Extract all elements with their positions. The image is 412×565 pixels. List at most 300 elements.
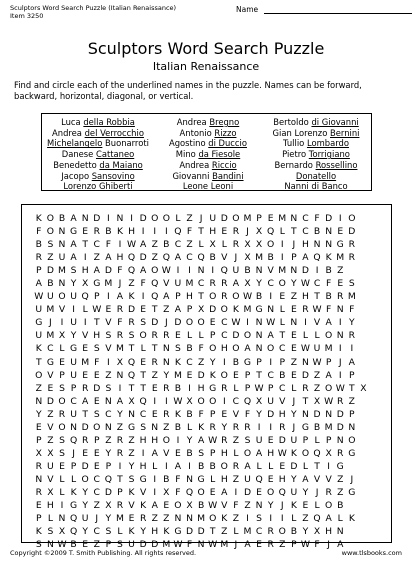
grid-letter[interactable]: O xyxy=(81,473,89,485)
grid-letter[interactable]: R xyxy=(232,239,240,251)
grid-letter[interactable]: A xyxy=(244,539,251,551)
grid-letter[interactable]: O xyxy=(325,500,333,512)
grid-letter[interactable]: D xyxy=(278,434,286,446)
grid-letter[interactable]: Y xyxy=(186,434,193,446)
grid-letter[interactable]: K xyxy=(35,213,42,224)
grid-letter[interactable]: F xyxy=(198,408,204,420)
grid-letter[interactable]: Z xyxy=(186,239,193,251)
grid-letter[interactable]: E xyxy=(93,369,100,381)
grid-letter[interactable]: O xyxy=(243,447,252,459)
grid-letter[interactable]: P xyxy=(36,265,42,277)
grid-letter[interactable]: K xyxy=(116,226,123,238)
grid-letter[interactable]: A xyxy=(163,291,170,303)
grid-letter[interactable]: E xyxy=(140,304,147,316)
grid-letter[interactable]: D xyxy=(104,265,112,277)
grid-letter[interactable]: L xyxy=(71,473,77,485)
grid-letter[interactable]: R xyxy=(151,330,158,342)
grid-letter[interactable]: Z xyxy=(105,434,112,446)
grid-letter[interactable]: D xyxy=(174,317,182,329)
grid-letter[interactable]: K xyxy=(70,486,77,498)
grid-letter[interactable]: D xyxy=(139,213,147,224)
grid-letter[interactable]: O xyxy=(232,343,240,355)
grid-letter[interactable]: G xyxy=(70,500,78,512)
grid-letter[interactable]: Y xyxy=(302,526,309,538)
grid-letter[interactable]: I xyxy=(130,213,133,224)
grid-letter[interactable]: R xyxy=(325,486,332,498)
grid-letter[interactable]: L xyxy=(302,460,309,472)
grid-letter[interactable]: T xyxy=(151,343,158,355)
grid-letter[interactable]: H xyxy=(46,500,54,512)
grid-letter[interactable]: J xyxy=(350,473,354,485)
grid-letter[interactable]: Q xyxy=(104,473,112,485)
grid-letter[interactable]: N xyxy=(336,526,344,538)
grid-letter[interactable]: E xyxy=(256,539,262,551)
grid-letter[interactable]: U xyxy=(35,304,43,316)
grid-letter[interactable]: N xyxy=(325,226,333,238)
grid-letter[interactable]: H xyxy=(325,526,333,538)
grid-letter[interactable]: F xyxy=(314,213,320,224)
grid-letter[interactable]: L xyxy=(279,226,285,238)
grid-letter[interactable]: O xyxy=(348,434,356,446)
grid-letter[interactable]: R xyxy=(244,421,251,433)
grid-letter[interactable]: I xyxy=(338,213,342,224)
grid-letter[interactable]: K xyxy=(290,447,297,459)
grid-letter[interactable]: U xyxy=(174,278,182,290)
grid-letter[interactable]: T xyxy=(302,395,309,407)
grid-letter[interactable]: Q xyxy=(313,447,321,459)
grid-letter[interactable]: Z xyxy=(47,252,54,264)
grid-letter[interactable]: D xyxy=(267,408,275,420)
grid-letter[interactable]: Y xyxy=(70,278,77,290)
grid-letter[interactable]: J xyxy=(72,447,75,459)
grid-letter[interactable]: Y xyxy=(291,473,297,485)
grid-letter[interactable]: P xyxy=(209,447,216,459)
grid-letter[interactable]: A xyxy=(302,473,309,485)
grid-letter[interactable]: F xyxy=(314,539,320,551)
grid-letter[interactable]: R xyxy=(35,460,42,472)
grid-letter[interactable]: F xyxy=(244,408,251,420)
grid-letter[interactable]: B xyxy=(197,500,205,512)
grid-letter[interactable]: Z xyxy=(232,473,240,485)
grid-letter[interactable]: O xyxy=(93,421,101,433)
grid-letter[interactable]: Z xyxy=(163,513,170,525)
grid-letter[interactable]: P xyxy=(256,213,262,224)
grid-letter[interactable]: Y xyxy=(128,460,135,472)
grid-letter[interactable]: K xyxy=(174,356,181,368)
grid-letter[interactable]: F xyxy=(175,473,181,485)
grid-letter[interactable]: H xyxy=(209,226,217,238)
grid-letter[interactable]: O xyxy=(220,460,228,472)
grid-letter[interactable]: E xyxy=(279,291,286,303)
grid-letter[interactable]: A xyxy=(267,330,274,342)
grid-letter[interactable]: P xyxy=(325,434,332,446)
grid-letter[interactable]: M xyxy=(243,526,252,538)
grid-letter[interactable]: R xyxy=(232,226,240,238)
grid-letter[interactable]: O xyxy=(162,434,170,446)
grid-letter[interactable]: Y xyxy=(256,278,262,290)
grid-letter[interactable]: N xyxy=(162,356,170,368)
grid-letter[interactable]: B xyxy=(325,291,332,303)
grid-letter[interactable]: W xyxy=(208,539,218,551)
grid-letter[interactable]: V xyxy=(105,317,112,329)
grid-letter[interactable]: E xyxy=(82,447,89,459)
grid-letter[interactable]: R xyxy=(116,500,124,512)
grid-letter[interactable]: P xyxy=(105,539,112,551)
grid-letter[interactable]: X xyxy=(209,239,216,251)
grid-letter[interactable]: C xyxy=(93,486,100,498)
grid-letter[interactable]: J xyxy=(292,239,296,251)
grid-letter[interactable]: S xyxy=(198,447,205,459)
grid-letter[interactable]: M xyxy=(115,513,124,525)
grid-letter[interactable]: T xyxy=(279,330,286,342)
grid-letter[interactable]: P xyxy=(302,434,309,446)
grid-letter[interactable]: C xyxy=(70,395,77,407)
grid-letter[interactable]: G xyxy=(70,226,78,238)
grid-letter[interactable]: C xyxy=(47,343,54,355)
grid-letter[interactable]: B xyxy=(47,278,54,290)
grid-letter[interactable]: N xyxy=(58,239,66,251)
grid-letter[interactable]: S xyxy=(105,526,112,538)
grid-letter[interactable]: U xyxy=(232,265,240,277)
grid-letter[interactable]: R xyxy=(209,278,216,290)
grid-letter[interactable]: T xyxy=(82,408,88,420)
grid-letter[interactable]: I xyxy=(315,265,319,277)
grid-letter[interactable]: E xyxy=(186,369,193,381)
grid-letter[interactable]: O xyxy=(46,213,54,224)
grid-letter[interactable]: E xyxy=(337,226,344,238)
grid-letter[interactable]: J xyxy=(95,513,99,525)
grid-letter[interactable]: J xyxy=(234,252,238,264)
grid-letter[interactable]: L xyxy=(59,343,65,355)
grid-letter[interactable]: A xyxy=(244,343,251,355)
grid-letter[interactable]: R xyxy=(267,526,274,538)
grid-letter[interactable]: E xyxy=(221,226,228,238)
grid-letter[interactable]: H xyxy=(267,447,275,459)
grid-letter[interactable]: H xyxy=(128,226,135,238)
grid-letter[interactable]: A xyxy=(116,395,124,407)
grid-letter[interactable]: U xyxy=(47,460,54,472)
grid-letter[interactable]: X xyxy=(255,239,263,251)
grid-letter[interactable]: A xyxy=(151,500,158,512)
grid-letter[interactable]: Y xyxy=(70,330,77,342)
grid-letter[interactable]: Z xyxy=(337,486,344,498)
grid-letter[interactable]: A xyxy=(139,265,147,277)
grid-letter[interactable]: R xyxy=(221,278,228,290)
grid-letter[interactable]: X xyxy=(244,239,251,251)
grid-letter[interactable]: R xyxy=(163,382,170,394)
grid-letter[interactable]: L xyxy=(59,473,65,485)
grid-letter[interactable]: M xyxy=(255,252,264,264)
grid-letter[interactable]: Z xyxy=(128,278,135,290)
grid-letter[interactable]: Z xyxy=(93,539,100,551)
grid-letter[interactable]: O xyxy=(232,213,240,224)
grid-letter[interactable]: N xyxy=(197,265,205,277)
grid-letter[interactable]: T xyxy=(256,369,262,381)
grid-letter[interactable]: B xyxy=(197,460,205,472)
grid-letter[interactable]: Z xyxy=(128,434,135,446)
grid-letter[interactable]: Q xyxy=(267,226,275,238)
grid-letter[interactable]: J xyxy=(327,539,330,551)
grid-letter[interactable]: P xyxy=(244,369,251,381)
grid-letter[interactable]: I xyxy=(246,317,249,329)
grid-letter[interactable]: E xyxy=(290,369,297,381)
grid-letter[interactable]: U xyxy=(255,434,263,446)
grid-letter[interactable]: R xyxy=(221,382,228,394)
grid-letter[interactable]: Q xyxy=(162,252,170,264)
grid-letter[interactable]: G xyxy=(127,421,136,433)
grid-letter[interactable]: F xyxy=(117,317,123,329)
grid-letter[interactable]: G xyxy=(174,526,182,538)
grid-letter[interactable]: Z xyxy=(313,369,321,381)
grid-letter[interactable]: J xyxy=(292,395,296,407)
grid-letter[interactable]: E xyxy=(93,460,100,472)
grid-letter[interactable]: J xyxy=(118,278,122,290)
grid-letter[interactable]: C xyxy=(302,226,309,238)
grid-letter[interactable]: B xyxy=(186,343,193,355)
grid-letter[interactable]: N xyxy=(81,213,89,224)
grid-letter[interactable]: L xyxy=(186,421,193,433)
grid-letter[interactable]: P xyxy=(175,291,181,303)
grid-letter[interactable]: K xyxy=(35,526,42,538)
grid-letter[interactable]: Z xyxy=(128,447,135,459)
grid-letter[interactable]: H xyxy=(116,252,124,264)
grid-letter[interactable]: R xyxy=(348,252,356,264)
grid-letter[interactable]: D xyxy=(197,526,205,538)
grid-letter[interactable]: Y xyxy=(35,408,42,420)
grid-letter[interactable]: O xyxy=(58,291,66,303)
grid-letter[interactable]: S xyxy=(93,408,100,420)
grid-letter[interactable]: T xyxy=(151,304,158,316)
grid-letter[interactable]: A xyxy=(174,460,182,472)
grid-letter[interactable]: N xyxy=(255,330,263,342)
grid-letter[interactable]: Q xyxy=(69,526,78,538)
grid-letter[interactable]: O xyxy=(209,343,217,355)
grid-letter[interactable]: M xyxy=(81,356,90,368)
grid-letter[interactable]: G xyxy=(46,356,54,368)
grid-letter[interactable]: A xyxy=(197,434,205,446)
grid-letter[interactable]: N xyxy=(325,239,333,251)
grid-letter[interactable]: L xyxy=(337,513,343,525)
grid-letter[interactable]: R xyxy=(232,421,240,433)
grid-letter[interactable]: R xyxy=(81,382,89,394)
grid-letter[interactable]: A xyxy=(93,265,100,277)
grid-letter[interactable]: F xyxy=(94,356,100,368)
grid-letter[interactable]: T xyxy=(35,356,42,368)
grid-letter[interactable]: E xyxy=(140,356,147,368)
grid-letter[interactable]: H xyxy=(220,473,228,485)
grid-letter[interactable]: Q xyxy=(127,369,136,381)
grid-letter[interactable]: N xyxy=(151,421,159,433)
grid-letter[interactable]: V xyxy=(47,369,54,381)
grid-letter[interactable]: F xyxy=(175,486,181,498)
grid-letter[interactable]: L xyxy=(291,382,297,394)
grid-letter[interactable]: X xyxy=(313,395,321,407)
grid-letter[interactable]: V xyxy=(221,500,228,512)
grid-letter[interactable]: N xyxy=(336,434,344,446)
grid-letter[interactable]: I xyxy=(246,513,249,525)
grid-letter[interactable]: E xyxy=(290,343,297,355)
grid-letter[interactable]: Q xyxy=(255,473,263,485)
grid-letter[interactable]: O xyxy=(139,330,147,342)
grid-letter[interactable]: L xyxy=(291,513,297,525)
grid-letter[interactable]: B xyxy=(244,265,251,277)
grid-letter[interactable]: O xyxy=(243,330,252,342)
grid-letter[interactable]: D xyxy=(93,213,101,224)
grid-letter[interactable]: I xyxy=(107,213,110,224)
grid-letter[interactable]: Z xyxy=(93,500,100,512)
grid-letter[interactable]: Z xyxy=(35,382,42,394)
grid-letter[interactable]: Q xyxy=(197,252,205,264)
grid-letter[interactable]: P xyxy=(209,408,216,420)
grid-letter[interactable]: J xyxy=(280,500,284,512)
grid-letter[interactable]: Q xyxy=(139,395,147,407)
grid-letter[interactable]: I xyxy=(269,513,273,525)
grid-letter[interactable]: D xyxy=(232,330,240,342)
grid-letter[interactable]: W xyxy=(208,500,218,512)
grid-letter[interactable]: D xyxy=(301,369,309,381)
grid-letter[interactable]: R xyxy=(116,304,124,316)
grid-letter[interactable]: R xyxy=(139,513,147,525)
grid-letter[interactable]: P xyxy=(349,408,355,420)
grid-letter[interactable]: K xyxy=(221,513,228,525)
grid-letter[interactable]: Z xyxy=(151,369,158,381)
grid-letter[interactable]: M xyxy=(185,278,194,290)
grid-letter[interactable]: E xyxy=(290,330,297,342)
grid-letter[interactable]: D xyxy=(336,421,344,433)
grid-letter[interactable]: T xyxy=(198,226,204,238)
grid-letter[interactable]: X xyxy=(128,395,135,407)
grid-letter[interactable]: W xyxy=(300,343,310,355)
grid-letter[interactable]: X xyxy=(197,304,205,316)
grid-letter[interactable]: E xyxy=(232,369,239,381)
grid-letter[interactable]: T xyxy=(314,291,320,303)
grid-letter[interactable]: X xyxy=(163,486,170,498)
grid-letter[interactable]: L xyxy=(233,526,239,538)
grid-letter[interactable]: U xyxy=(70,408,77,420)
grid-letter[interactable]: W xyxy=(266,317,276,329)
grid-letter[interactable]: V xyxy=(128,500,135,512)
grid-letter[interactable]: D xyxy=(336,408,344,420)
grid-letter[interactable]: I xyxy=(280,513,284,525)
grid-letter[interactable]: Z xyxy=(47,408,54,420)
grid-letter[interactable]: G xyxy=(336,239,344,251)
grid-letter[interactable]: W xyxy=(92,304,102,316)
grid-letter[interactable]: L xyxy=(233,382,239,394)
grid-letter[interactable]: S xyxy=(117,539,123,551)
grid-letter[interactable]: D xyxy=(128,304,136,316)
grid-letter[interactable]: W xyxy=(231,317,241,329)
grid-letter[interactable]: J xyxy=(199,213,203,224)
grid-letter[interactable]: I xyxy=(72,304,75,316)
grid-letter[interactable]: N xyxy=(104,421,112,433)
grid-letter[interactable]: C xyxy=(221,317,228,329)
grid-letter[interactable]: I xyxy=(338,369,342,381)
grid-letter[interactable]: I xyxy=(60,500,64,512)
grid-letter[interactable]: N xyxy=(104,395,112,407)
grid-letter[interactable]: L xyxy=(198,239,204,251)
grid-letter[interactable]: S xyxy=(47,526,54,538)
grid-letter[interactable]: K xyxy=(128,486,135,498)
grid-letter[interactable]: R xyxy=(348,239,356,251)
grid-letter[interactable]: B xyxy=(267,252,274,264)
grid-letter[interactable]: F xyxy=(117,265,123,277)
grid-letter[interactable]: L xyxy=(279,317,285,329)
grid-letter[interactable]: M xyxy=(336,252,345,264)
grid-letter[interactable]: W xyxy=(161,265,171,277)
grid-letter[interactable]: I xyxy=(280,239,284,251)
grid-letter[interactable]: G xyxy=(197,473,205,485)
grid-letter[interactable]: Z xyxy=(221,526,228,538)
grid-letter[interactable]: L xyxy=(314,500,320,512)
grid-letter[interactable]: R xyxy=(209,421,216,433)
grid-letter[interactable]: D xyxy=(220,213,228,224)
grid-letter[interactable]: X xyxy=(58,330,66,342)
grid-letter[interactable]: M xyxy=(46,304,55,316)
grid-letter[interactable]: L xyxy=(140,343,146,355)
grid-letter[interactable]: W xyxy=(254,382,264,394)
grid-letter[interactable]: E xyxy=(337,278,344,290)
grid-letter[interactable]: H xyxy=(197,382,205,394)
grid-letter[interactable]: R xyxy=(348,330,356,342)
grid-letter[interactable]: R xyxy=(279,421,286,433)
grid-letter[interactable]: B xyxy=(35,239,42,251)
grid-letter[interactable]: K xyxy=(163,526,170,538)
grid-letter[interactable]: I xyxy=(327,460,330,472)
grid-letter[interactable]: I xyxy=(164,226,168,238)
grid-letter[interactable]: H xyxy=(93,330,101,342)
grid-letter[interactable]: I xyxy=(118,382,122,394)
grid-letter[interactable]: U xyxy=(290,486,298,498)
grid-letter[interactable]: M xyxy=(197,513,206,525)
grid-letter[interactable]: W xyxy=(324,395,334,407)
grid-letter[interactable]: C xyxy=(93,239,100,251)
grid-letter[interactable]: O xyxy=(301,447,310,459)
grid-letter[interactable]: Z xyxy=(290,291,297,303)
grid-letter[interactable]: U xyxy=(267,395,275,407)
grid-letter[interactable]: N xyxy=(290,213,298,224)
grid-letter[interactable]: O xyxy=(46,226,54,238)
grid-letter[interactable]: S xyxy=(59,447,65,459)
grid-letter[interactable]: V xyxy=(47,473,54,485)
grid-letter[interactable]: C xyxy=(255,526,263,538)
grid-letter[interactable]: I xyxy=(164,460,168,472)
grid-letter[interactable]: Z xyxy=(116,421,124,433)
grid-letter[interactable]: L xyxy=(302,330,309,342)
grid-letter[interactable]: D xyxy=(139,539,147,551)
grid-letter[interactable]: I xyxy=(338,317,342,329)
grid-letter[interactable]: Z xyxy=(186,213,193,224)
grid-letter[interactable]: K xyxy=(128,526,135,538)
grid-letter[interactable]: V xyxy=(313,317,321,329)
grid-letter[interactable]: A xyxy=(35,278,42,290)
grid-letter[interactable]: Q xyxy=(313,252,321,264)
grid-letter[interactable]: R xyxy=(221,291,228,303)
grid-letter[interactable]: M xyxy=(347,291,356,303)
grid-letter[interactable]: X xyxy=(313,526,321,538)
grid-letter[interactable]: O xyxy=(267,239,275,251)
grid-letter[interactable]: Q xyxy=(81,291,89,303)
grid-letter[interactable]: K xyxy=(209,369,216,381)
grid-letter[interactable]: J xyxy=(49,317,52,329)
grid-letter[interactable]: E xyxy=(267,473,274,485)
grid-letter[interactable]: D xyxy=(151,539,159,551)
grid-letter[interactable]: I xyxy=(153,395,157,407)
grid-letter[interactable]: L xyxy=(221,239,227,251)
grid-letter[interactable]: H xyxy=(151,434,159,446)
grid-letter[interactable]: A xyxy=(255,447,263,459)
grid-letter[interactable]: A xyxy=(232,278,240,290)
grid-letter[interactable]: N xyxy=(255,343,263,355)
